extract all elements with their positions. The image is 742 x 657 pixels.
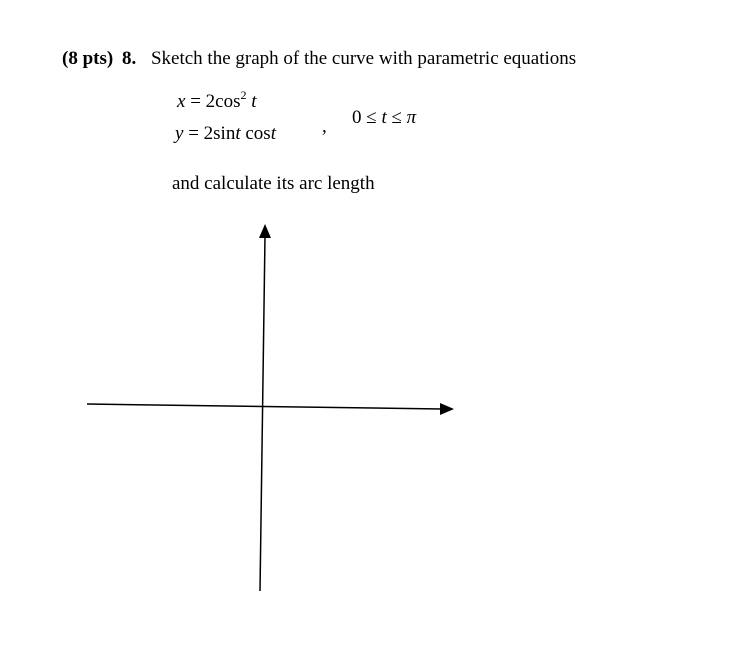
y-axis-line	[260, 236, 265, 591]
points-label: (8 pts)	[62, 48, 114, 69]
interval-var: t	[381, 107, 387, 128]
eq-y-var1: t	[235, 123, 241, 144]
equation-comma: ,	[322, 116, 327, 137]
arc-length-instruction: and calculate its arc length	[172, 173, 375, 194]
problem-number: 8.	[121, 48, 137, 69]
eq-y-lhs: y	[175, 123, 184, 144]
interval-pi: π	[406, 107, 417, 128]
eq-y-var2: t	[270, 123, 276, 144]
eq-x-op: = 2cos	[185, 91, 241, 112]
x-axis-arrow	[440, 403, 454, 415]
problem-prompt: Sketch the graph of the curve with parametric equations	[150, 48, 577, 69]
interval-le: ≤	[386, 107, 407, 128]
eq-y-mid: cos	[240, 123, 271, 144]
eq-x-var: t	[246, 91, 257, 112]
eq-x-lhs: x	[177, 91, 186, 112]
interval-lower: 0 ≤	[352, 107, 382, 128]
eq-y-op: = 2sin	[183, 123, 236, 144]
eq-x-exponent: 2	[240, 88, 247, 102]
y-axis-arrow	[259, 224, 271, 238]
x-axis-line	[87, 404, 442, 409]
